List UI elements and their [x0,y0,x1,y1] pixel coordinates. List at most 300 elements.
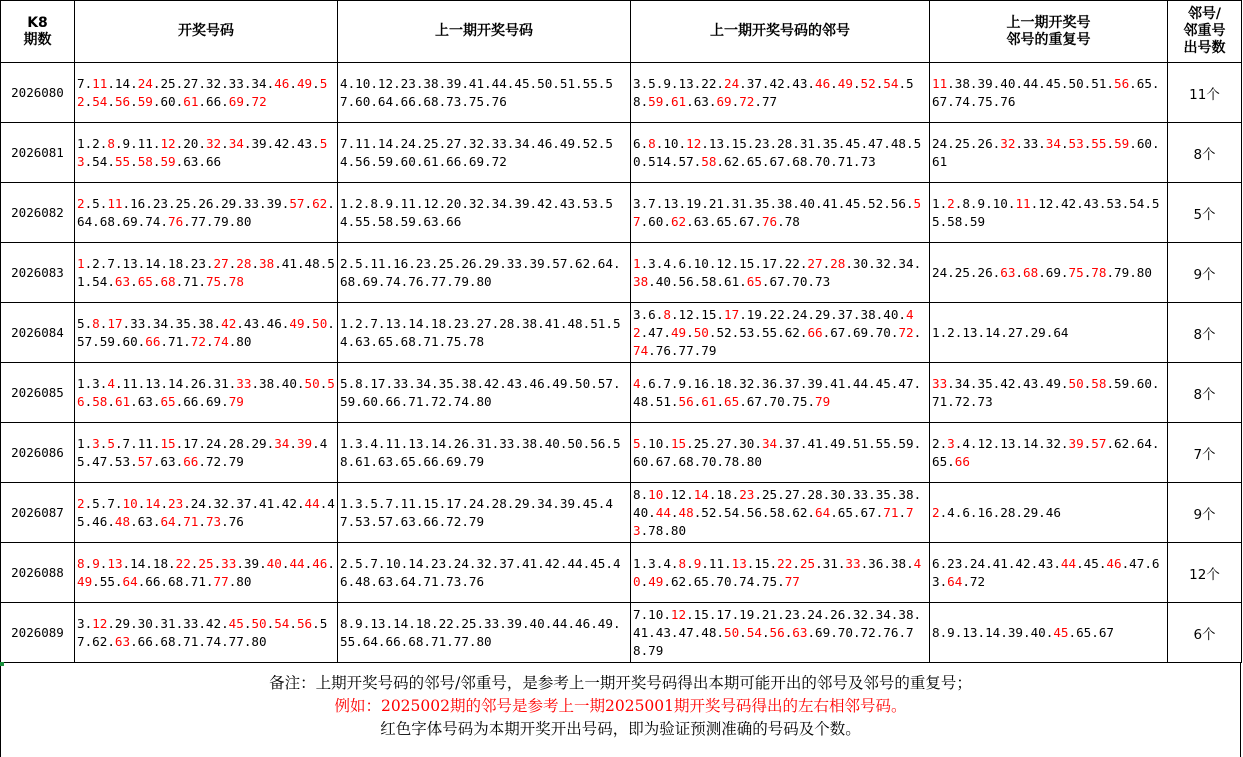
number-text: . [281,555,290,571]
notes-section [0,662,1241,757]
number-text: . [289,75,297,91]
number-text: .62.64.65. [932,435,1160,469]
hit-number: 62 [312,195,328,211]
hit-number: 5 [107,435,115,451]
hit-number: 72 [739,93,755,109]
number-text: .39. [236,555,267,571]
number-text: . [99,315,108,331]
cell-issue: 2026085 [1,363,75,423]
cell-repeat-numbers [930,303,1168,363]
number-text: .9.11. [114,135,161,151]
number-text: 7.11.14.24.25.27.32.33.34.46.49.52.54.56.59.60.61.66.69.72 [340,135,613,169]
note-line-2: 例如：2025002期的邻号是参考上一期2025001期开奖号码得出的左右相邻号码。 [334,697,907,715]
number-text: .41.48.51.54. [77,255,335,289]
number-text: 2.5.11.16.23.25.26.29.33.39.57.62.64.68.69.74.76.77.79.80 [340,255,621,289]
number-text: .72.79 [198,453,244,469]
table-row [1,303,1242,363]
cell-draw-numbers [75,543,338,603]
number-text: . [1015,264,1024,280]
hit-number: 3 [92,435,100,451]
cell-hit-count: 8个 [1168,123,1242,183]
hit-number: 76 [168,213,184,229]
hit-number: 57 [137,453,153,469]
number-text: . [792,555,800,571]
hit-number: 12 [670,606,687,622]
number-text: . [875,75,884,91]
number-text: .37.42.43. [739,75,815,91]
cell-repeat-numbers [930,603,1168,663]
hit-number: 55 [114,153,131,169]
number-text: .80 [228,333,252,349]
number-text: .40.56.58.61. [648,273,747,289]
hit-number: 42 [221,315,237,331]
hit-number: 45 [1053,624,1069,640]
hit-number: 15 [160,435,176,451]
number-text: .63. [130,513,161,529]
number-text: . [175,513,184,529]
hit-number: 54 [274,615,290,631]
hit-number: 73 [633,504,914,538]
cell-prev-numbers [338,303,631,363]
hit-number: 38 [633,273,649,289]
number-text: . [289,615,297,631]
cell-draw-numbers [75,63,338,123]
hit-number: 2 [77,495,85,511]
hit-number: 65 [724,393,740,409]
hit-number: 66 [807,324,823,340]
number-text: .16.23.25.26.29.33.39. [122,195,290,211]
number-text: .45. [1076,555,1107,571]
number-text: .13.15.23.28.31.35.45.47.48.50.514.57. [633,135,922,169]
number-text: .65.67.74.75.76 [932,75,1160,109]
hit-number: 11 [92,75,108,91]
hit-number: 68 [1023,264,1039,280]
hit-number: 1 [77,255,85,271]
number-text: . [319,375,328,391]
cell-neighbor-numbers [631,363,930,423]
cell-neighbor-numbers [631,423,930,483]
hit-number: 52 [77,75,328,109]
number-text: .10. [655,135,687,151]
number-text: .62.65.70.74.75. [663,573,785,589]
hit-number: 28 [830,255,846,271]
number-text: .69. [1038,264,1069,280]
hit-number: 12 [686,135,702,151]
number-text: .66.68.71. [137,573,214,589]
cell-prev-numbers [338,543,631,603]
number-text: 7.10. [633,606,671,622]
number-text: .79.80 [1106,264,1152,280]
hit-number: 34 [1045,135,1061,151]
number-text: 1.2.7.13.14.18.23.27.28.38.41.48.51.54.63.65.68.71.75.78 [340,315,621,349]
number-text: . [130,153,138,169]
hit-number: 17 [107,315,123,331]
number-text: .20. [175,135,206,151]
number-text: .19.22.24.29.37.38.40. [739,306,906,322]
hit-number: 33 [845,555,861,571]
hit-number: 53 [1068,135,1084,151]
number-text: . [852,75,861,91]
number-text: .33. [1015,135,1046,151]
hit-number: 59 [648,93,664,109]
hit-number: 46 [274,75,290,91]
hit-number: 59 [137,93,153,109]
number-text: . [160,495,169,511]
number-text: . [84,555,93,571]
number-text: . [830,75,838,91]
number-text: 24.25.26. [932,264,1001,280]
cell-repeat-numbers [930,543,1168,603]
number-text: . [1083,264,1092,280]
cell-hit-count: 5个 [1168,183,1242,243]
hit-number: 63 [114,273,131,289]
number-text: 1.2.13.14.27.29.64 [932,324,1069,340]
number-text: 1. [77,435,93,451]
cell-draw-numbers [75,243,338,303]
number-text: . [130,93,138,109]
hit-number: 50 [693,324,709,340]
number-text: .5. [84,195,108,211]
number-text: 1.3.4. [633,555,679,571]
number-text: .15. [746,555,778,571]
number-text: . [289,435,297,451]
hit-number: 2 [932,504,940,520]
number-text: .47. [640,324,671,340]
number-text: 5. [77,315,93,331]
hit-number: 58 [701,153,717,169]
hit-number: 33 [236,375,252,391]
number-text: 2.5.7.10.14.23.24.32.37.41.42.44.45.46.48.63.64.71.73.76 [340,555,621,589]
cell-issue: 2026086 [1,423,75,483]
hit-number: 50 [724,624,740,640]
hit-number: 32 [205,135,222,151]
hit-number: 61 [670,93,687,109]
cell-prev-numbers [338,423,631,483]
number-text: .65.67 [1068,624,1114,640]
hit-number: 71 [183,513,199,529]
cell-draw-numbers [75,303,338,363]
number-text: .14. [107,75,138,91]
number-text: .45.46. [77,495,335,529]
number-text: .77.79.80 [183,213,252,229]
cell-repeat-numbers [930,483,1168,543]
hit-number: 34 [761,435,778,451]
number-text: . [739,624,747,640]
hit-number: 54 [92,93,108,109]
cell-hit-count: 8个 [1168,363,1242,423]
number-text: 2. [932,435,948,451]
hit-number: 13 [731,555,747,571]
number-text: .15.17.19.21.23.24.26.32.34.38.41.43.47.48. [633,606,922,640]
hit-number: 9 [92,555,100,571]
hit-number: 72 [190,333,206,349]
hit-number: 33 [932,375,948,391]
hit-number: 45 [228,615,244,631]
number-text: .25.27.32.33.34. [152,75,275,91]
number-text: . [693,393,702,409]
hit-number: 10 [122,495,138,511]
number-text: . [1083,135,1092,151]
number-text: 3.5.9.13.22. [633,75,724,91]
hit-number: 56 [77,375,335,409]
cell-issue: 2026083 [1,243,75,303]
number-text: . [99,435,108,451]
hit-number: 65 [137,273,153,289]
cell-issue: 2026080 [1,63,75,123]
table-row [1,543,1242,603]
hit-number: 40 [633,555,922,589]
hit-number: 64 [815,504,831,520]
number-text: 1.2.8.9.11.12.20.32.34.39.42.43.53.54.55.58.59.63.66 [340,195,613,229]
hit-number: 3 [947,435,955,451]
hit-number: 59 [1114,135,1130,151]
hit-number: 68 [160,273,176,289]
number-text: .67.69.70. [822,324,899,340]
number-text: . [304,315,313,331]
number-text: . [1083,435,1092,451]
hit-number: 23 [168,495,184,511]
hit-number: 75 [1068,264,1084,280]
number-text: . [99,555,108,571]
hit-number: 58 [137,153,153,169]
cell-neighbor-numbers [631,63,930,123]
number-text: . [152,273,161,289]
hit-number: 4 [633,375,641,391]
number-text: .63. [152,453,184,469]
hit-number: 14 [145,495,161,511]
cell-issue: 2026081 [1,123,75,183]
header-draw: 开奖号码 [75,1,338,63]
hit-number: 25 [198,555,214,571]
number-text: . [198,513,206,529]
cell-hit-count: 9个 [1168,243,1242,303]
hit-number: 44 [1060,555,1077,571]
hit-number: 62 [670,213,687,229]
hit-number: 76 [761,213,778,229]
number-text: . [784,624,793,640]
hit-number: 58 [1091,375,1107,391]
hit-number: 11 [932,75,948,91]
cell-draw-numbers [75,423,338,483]
hit-number: 8 [77,555,85,571]
number-text: 3.6. [633,306,664,322]
number-text: . [1083,375,1092,391]
hit-number: 14 [693,486,709,502]
hit-number: 50 [251,615,267,631]
number-text: .11. [701,555,732,571]
hit-number: 42 [633,306,914,340]
number-text: . [913,324,922,340]
hit-number: 64 [160,513,176,529]
number-text: . [670,504,679,520]
header-neighbors: 上一期开奖号码的邻号 [631,1,930,63]
number-text: . [190,555,199,571]
hit-number: 23 [739,486,755,502]
number-text: . [266,615,275,631]
hit-number: 77 [784,573,800,589]
hit-number: 48 [678,504,694,520]
hit-number: 2 [77,195,85,211]
note-line-1: 备注：上期开奖号码的邻号/邻重号，是参考上一期开奖号码得出本期可能开出的邻号及邻号的重复号； [269,674,972,692]
hit-number: 32 [1000,135,1016,151]
number-text: . [130,273,138,289]
hit-number: 57 [289,195,305,211]
number-text: .31. [815,555,846,571]
hit-number: 61 [701,393,717,409]
hit-number: 66 [954,453,970,469]
number-text: .47.63. [932,555,1160,589]
number-text: . [1106,135,1115,151]
hit-number: 69 [228,93,244,109]
number-text: .18. [708,486,740,502]
number-text: .66. [198,93,229,109]
hit-number: 11 [107,195,123,211]
cell-repeat-numbers [930,243,1168,303]
number-text: .36.38. [860,555,914,571]
hit-number: 27 [213,255,229,271]
cell-hit-count: 6个 [1168,603,1242,663]
number-text: . [152,153,161,169]
hit-number: 72 [898,324,914,340]
number-text: .69.70.72.76.78.79 [633,624,914,658]
number-text: . [205,333,214,349]
cell-repeat-numbers [930,183,1168,243]
hit-number: 56 [769,624,785,640]
cell-neighbor-numbers [631,303,930,363]
number-text: 8.9.13.14.18.22.25.33.39.40.44.46.49.55.64.66.68.71.77.80 [340,615,621,649]
hit-number: 64 [122,573,138,589]
number-text: . [107,393,115,409]
number-text: .10. [640,435,671,451]
number-text: 7. [77,75,93,91]
number-text: .71. [175,273,206,289]
number-text: .2.7.13.14.18.23. [84,255,214,271]
cell-neighbor-numbers [631,543,930,603]
cell-repeat-numbers [930,123,1168,183]
number-text: . [243,615,252,631]
number-text: .12.42.43.53.54.55.58.59 [932,195,1160,229]
cell-neighbor-numbers [631,123,930,183]
hit-number: 24 [724,75,740,91]
number-text: .58. [633,75,914,109]
cell-draw-numbers [75,183,338,243]
hit-number: 8 [648,135,656,151]
number-text: .60. [640,213,671,229]
number-text: 1.3.5.7.11.15.17.24.28.29.34.39.45.47.53.57.63.66.72.79 [340,495,613,529]
number-text: .63.65.67. [686,213,762,229]
hit-number: 65 [160,393,176,409]
hit-number: 63 [1000,264,1016,280]
hit-number: 46 [815,75,831,91]
cell-issue: 2026089 [1,603,75,663]
number-text: .25.27.30. [686,435,762,451]
cell-neighbor-numbers [631,603,930,663]
number-text: .7.11. [114,435,161,451]
number-text: .39.42.43. [243,135,320,151]
number-text: .60. [152,93,184,109]
hit-number: 73 [205,513,222,529]
hit-number: 25 [799,555,816,571]
table-row [1,63,1242,123]
hit-number: 4 [107,375,115,391]
hit-number: 46 [312,555,328,571]
number-text: .38.39.40.44.45.50.51. [947,75,1114,91]
number-text: . [304,195,313,211]
number-text: 3. [77,615,93,631]
table-row [1,603,1242,663]
number-text: .65.67. [830,504,884,520]
hit-number: 59 [160,153,176,169]
hit-number: 63 [114,633,131,649]
header-row [1,1,1242,63]
number-text: . [822,255,831,271]
cell-hit-count: 11个 [1168,63,1242,123]
number-text: . [686,555,694,571]
cell-issue: 2026087 [1,483,75,543]
cell-repeat-numbers [930,423,1168,483]
number-text: .72 [962,573,986,589]
cell-prev-numbers [338,243,631,303]
number-text: 5.8.17.33.34.35.38.42.43.46.49.50.57.59.60.66.71.72.74.80 [340,375,621,409]
number-text: .5.7. [84,495,123,511]
hit-number: 49 [77,573,93,589]
hit-number: 13 [107,555,123,571]
number-text: . [663,93,671,109]
hit-number: 61 [114,393,131,409]
hit-number: 46 [1106,555,1122,571]
header-prev-draw: 上一期开奖号码 [338,1,631,63]
number-text: .30.32.34. [845,255,922,271]
number-text: .4.12.13.14.32. [954,435,1069,451]
hit-number: 69 [716,93,732,109]
cell-hit-count: 12个 [1168,543,1242,603]
number-text: 1.2. [77,135,108,151]
header-issue: K8 期数 [1,1,75,63]
number-text: .24.32.37.41.42. [183,495,305,511]
cell-prev-numbers [338,183,631,243]
hit-number: 49 [289,315,305,331]
cell-draw-numbers [75,363,338,423]
number-text: .34.35.42.43.49. [947,375,1069,391]
hit-number: 8 [107,135,115,151]
hit-number: 75 [205,273,222,289]
note-line-3: 红色字体号码为本期开奖开出号码，即为验证预测准确的号码及个数。 [380,720,861,738]
hit-number: 44 [289,555,305,571]
hit-number: 50 [312,315,328,331]
cell-prev-numbers [338,483,631,543]
header-repeats: 上一期开奖号 邻号的重复号 [930,1,1168,63]
hit-number: 17 [724,306,740,322]
number-text: .25.27.28.30.33.35.38.40. [633,486,922,520]
cell-issue: 2026084 [1,303,75,363]
number-text: .3.4.6.10.12.15.17.22. [640,255,808,271]
number-text: .76 [221,513,244,529]
hit-number: 34 [228,135,244,151]
number-text: . [228,255,237,271]
hit-number: 56 [678,393,694,409]
number-text: .76.77.79 [648,342,717,358]
hit-number: 53 [77,135,328,169]
cell-draw-numbers [75,603,338,663]
number-text: .17.24.28.29. [175,435,275,451]
cell-prev-numbers [338,123,631,183]
cell-issue: 2026088 [1,543,75,603]
number-text: . [761,624,770,640]
number-text: 24.25.26. [932,135,1001,151]
number-text: .14.18. [122,555,176,571]
number-text: . [327,555,335,571]
hit-number: 49 [648,573,664,589]
